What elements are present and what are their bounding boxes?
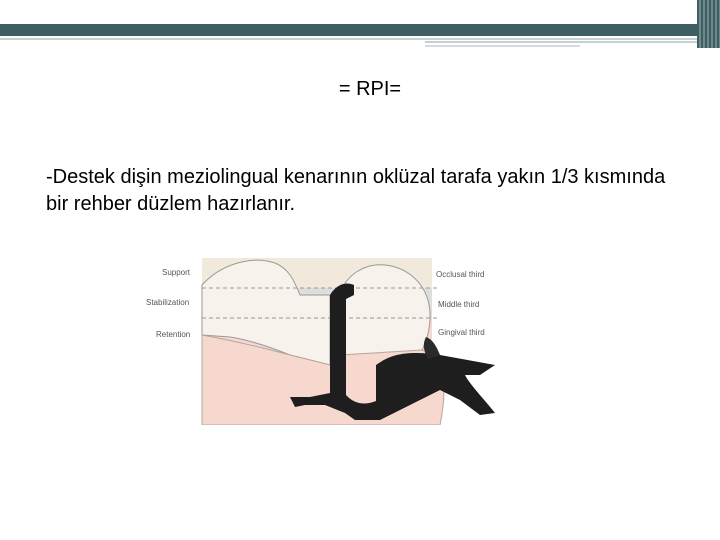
decorative-line bbox=[425, 41, 697, 43]
decorative-line bbox=[0, 38, 697, 40]
label-middle-third: Middle third bbox=[438, 300, 480, 309]
slide-body-text: -Destek dişin meziolingual kenarının oklüzal tarafa yakın 1/3 kısmında bir rehber düzlem hazırlanır. bbox=[46, 166, 666, 215]
slide-accent-bar bbox=[0, 24, 697, 36]
slide-corner-decoration bbox=[697, 0, 720, 48]
slide-title: = RPI= bbox=[338, 78, 402, 100]
label-occlusal-third: Occlusal third bbox=[436, 270, 485, 279]
slide-header-band bbox=[0, 0, 720, 24]
decorative-line bbox=[425, 45, 580, 47]
label-gingival-third: Gingival third bbox=[438, 328, 485, 337]
label-retention: Retention bbox=[156, 330, 191, 339]
rpi-clasp-diagram bbox=[140, 255, 520, 425]
label-stabilization: Stabilization bbox=[146, 298, 190, 307]
label-support: Support bbox=[162, 268, 191, 277]
